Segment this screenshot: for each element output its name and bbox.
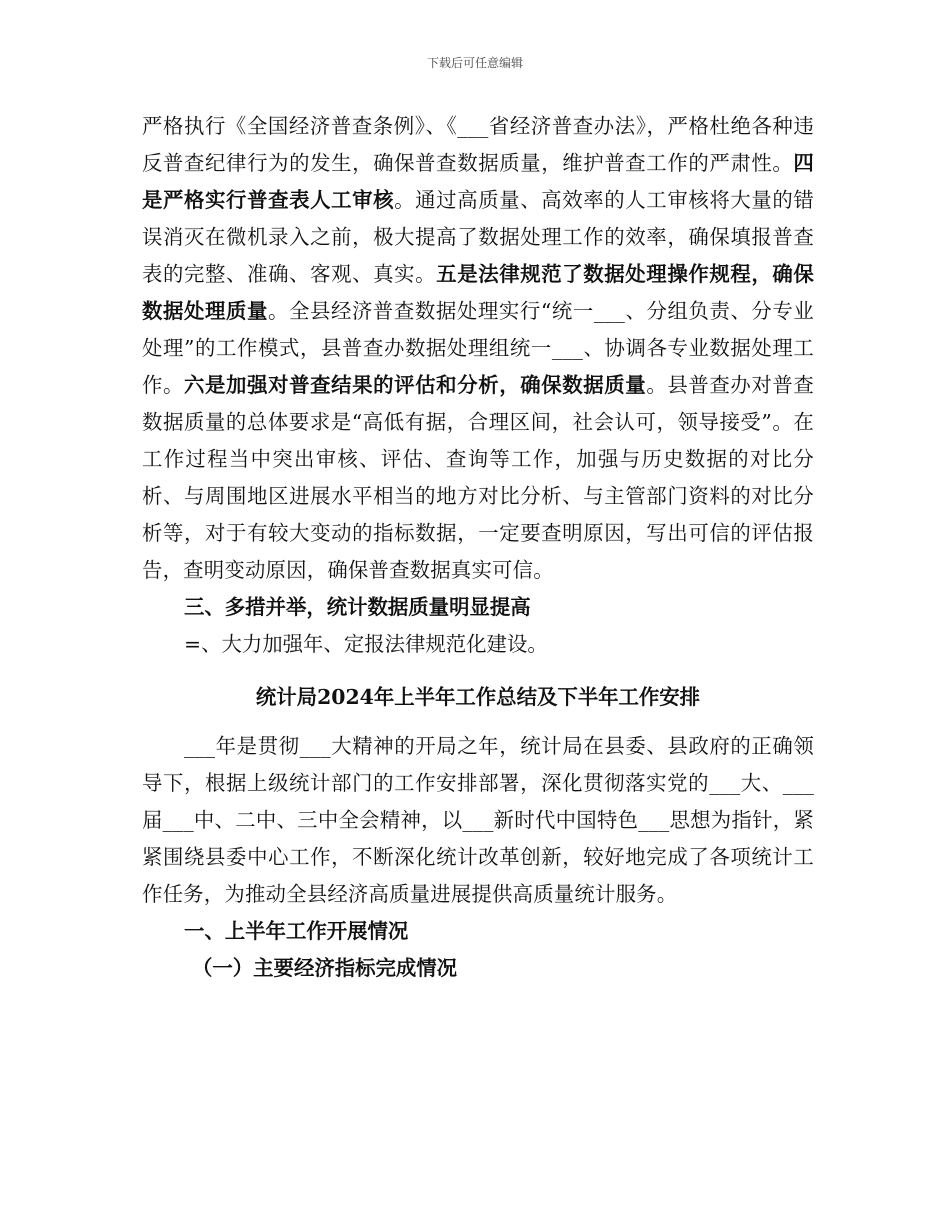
- paragraph-text: 。通过高质量、高效率的人工审核将大量的错误消灭在微机录入之前，极大提高了数据处理工作的效率，确保填报普查表的完整、准确、客观、真实。: [142, 188, 814, 286]
- page-header: 下载后可任意编辑: [426, 56, 523, 70]
- document-body: [142, 108, 814, 987]
- point-six-heading: 六是加强对普查结果的评估和分析，确保数据质量: [184, 373, 647, 397]
- section-three-line: =、大力加强年、定报法律规范化建设。: [184, 632, 548, 656]
- section-one-heading: 一、上半年工作开展情况: [184, 919, 409, 943]
- paragraph-data-quality: [142, 108, 814, 589]
- paragraph-text: 严格执行《全国经济普查条例》、《___省经济普查办法》，严格杜绝各种违反普查纪律行为的发生，确保普查数据质量，维护普查工作的严肃性。: [142, 114, 814, 175]
- document-title: 统计局2024年上半年工作总结及下半年工作安排: [255, 685, 701, 709]
- point-four-heading: 四是严格实行普查表人工审核: [142, 151, 814, 212]
- paragraph-text: 。县普查办对普查数据质量的总体要求是“高低有据，合理区间，社会认可，领导接受”。在工作过程当中突出审核、评估、查询等工作，加强与历史数据的对比分析、与周围地区进展水平相当的地方对比分析、与主管部门资料的对比分析等，对于有较大变动的指标数据，一定要查明原因，写出可信的评估报告，查明变动原因，确保普查数据真实可信。: [142, 373, 814, 582]
- paragraph-text: 。全县经济普查数据处理实行“统一___、分组负责、分专业处理”的工作模式，县普查办数据处理组统一___、协调各专业数据处理工作。: [142, 299, 815, 397]
- intro-paragraph: ___年是贯彻___大精神的开局之年，统计局在县委、县政府的正确领导下，根据上级统计部门的工作安排部署，深化贯彻落实党的___大、___届___中、二中、三中全会精神，以___新时代中国特色___思想为指针，紧紧围绕县委中心工作，不断深化统计改革创新，较好地完成了各项统计工作任务，为推动全县经济高质量进展提供高质量统计服务。: [142, 734, 814, 906]
- section-three-heading: 三、多措并举，统计数据质量明显提高: [184, 595, 531, 619]
- subsection-one-heading: （一）主要经济指标完成情况: [192, 956, 458, 980]
- point-five-heading: 五是法律规范了数据处理操作规程，确保数据处理质量: [142, 262, 814, 323]
